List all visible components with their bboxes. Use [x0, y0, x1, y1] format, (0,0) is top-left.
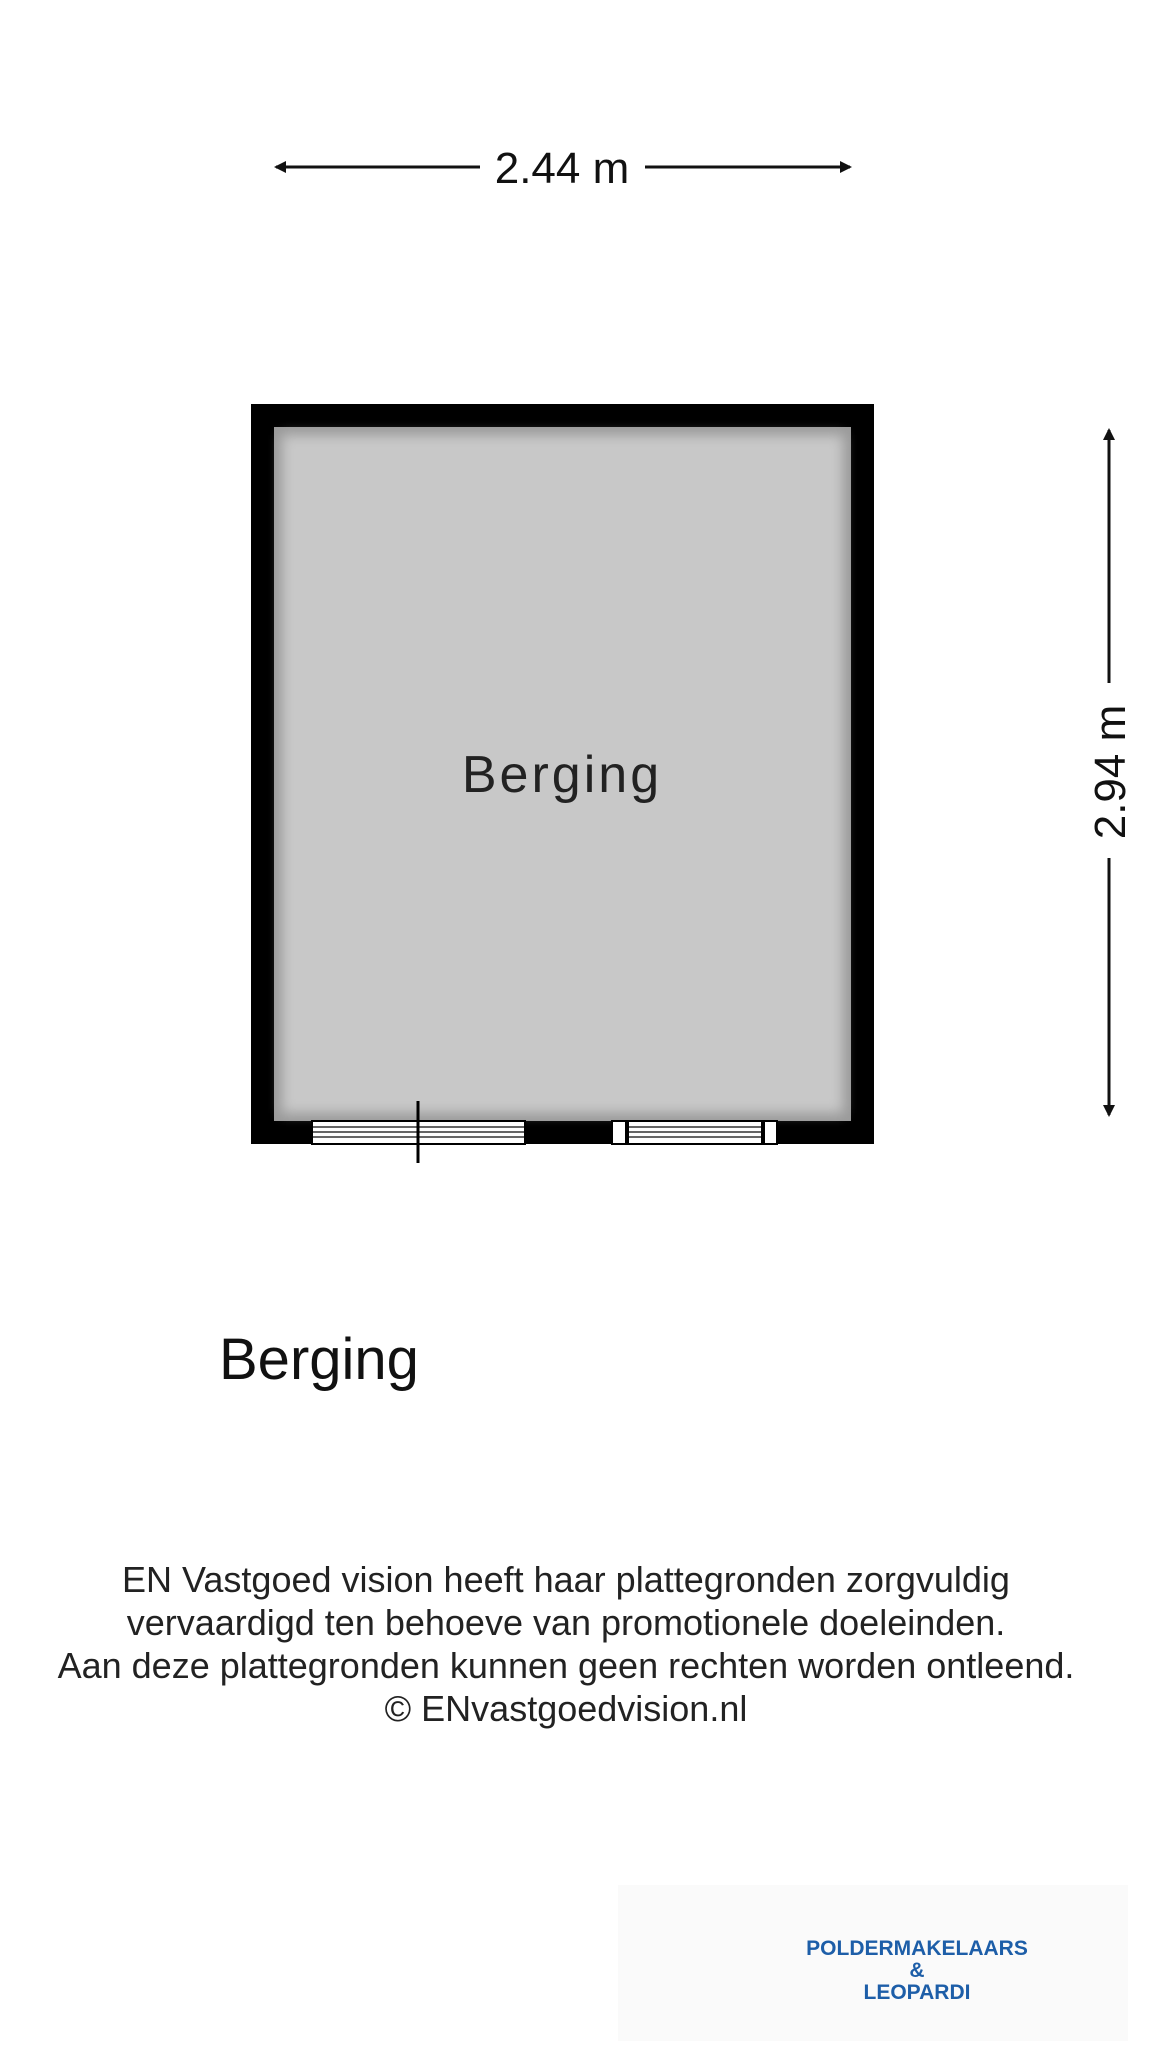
disclaimer-line: vervaardigd ten behoeve van promotionele doeleinden. [126, 1602, 1006, 1643]
width-dimension [276, 144, 850, 193]
disclaimer-line: Aan deze plattegronden kunnen geen rechten worden ontleend. [57, 1645, 1075, 1686]
logo-line-1: POLDERMAKELAARS [806, 1937, 1028, 1960]
height-dimension [1086, 430, 1135, 1115]
disclaimer [0, 1558, 1132, 1730]
company-logo-text [792, 1938, 1042, 2004]
room-storage [251, 404, 874, 1163]
window-right [612, 1121, 777, 1144]
width-label: 2.44 m [494, 144, 630, 193]
disclaimer-line: EN Vastgoed vision heeft haar plattegronden zorgvuldig [122, 1559, 1010, 1600]
room-label: Berging [461, 746, 663, 804]
disclaimer-copyright: © ENvastgoedvision.nl [384, 1688, 748, 1729]
logo-line-2: & [909, 1959, 925, 1982]
logo-line-3: LEOPARDI [863, 1981, 971, 2004]
floor-title: Berging [219, 1327, 419, 1392]
height-label: 2.94 m [1086, 704, 1135, 840]
